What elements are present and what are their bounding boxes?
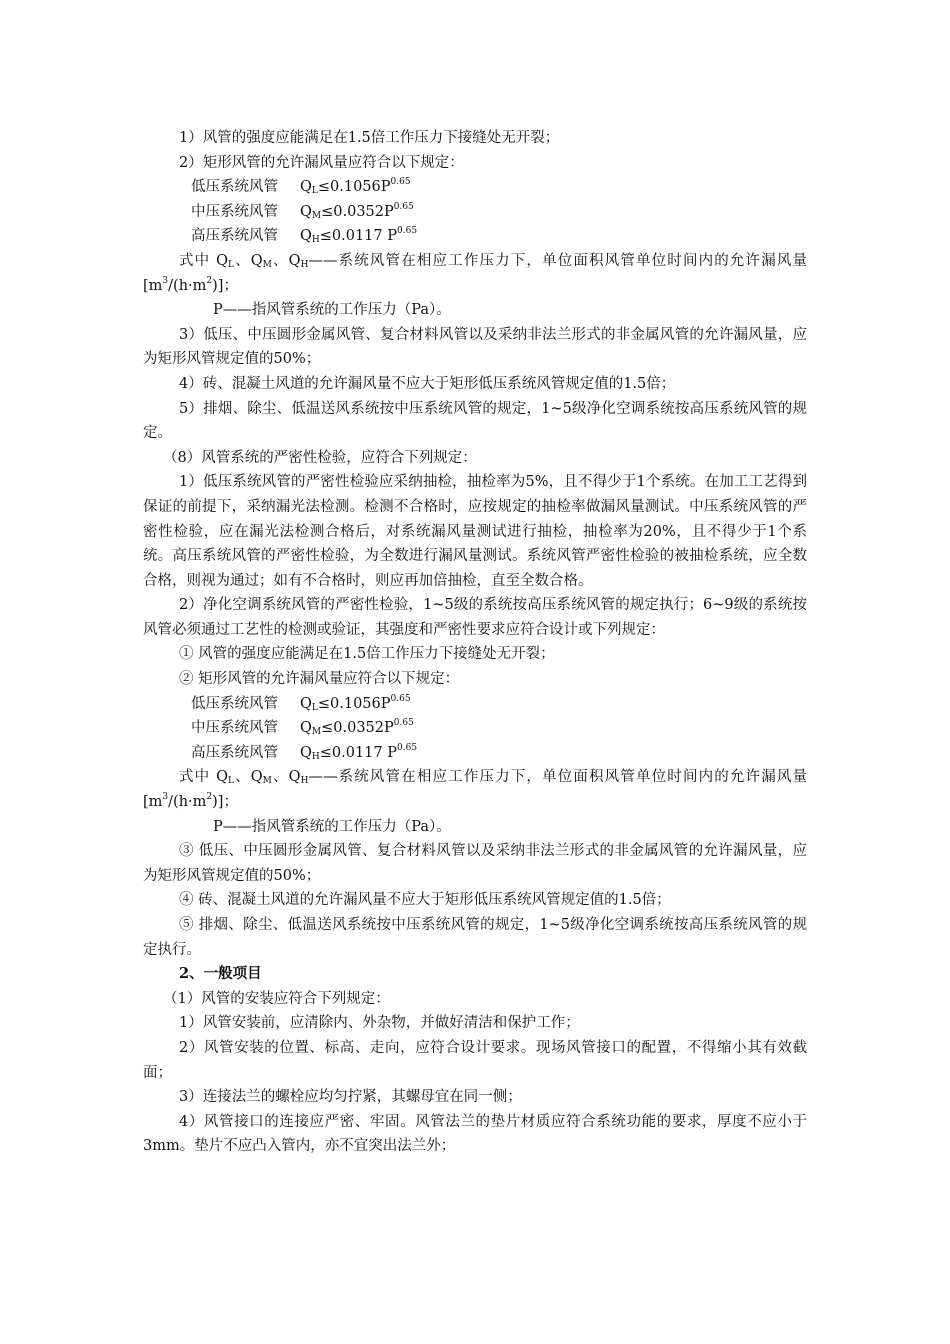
formula-low-pressure: 低压系统风管 $Q_L\le 0.1056P^{0.65}$: [191, 177, 411, 197]
paragraph: 2）风管安装的位置、标高、走向，应符合设计要求。现场风管接口的配置，不得缩小其有效截面；: [143, 1039, 807, 1081]
formula-high-pressure: 高压系统风管 $Q_H\le 0.0117$ $P^{0.65}$: [191, 742, 418, 762]
paragraph: 4）砖、混凝土风道的允许漏风量不应大于矩形低压系统风管规定值的1.5倍；: [179, 375, 676, 392]
paragraph: 1）风管的强度应能满足在1.5倍工作压力下接缝处无开裂；: [179, 130, 560, 146]
section-title: 2、一般项目: [179, 965, 262, 983]
formula-note: 式中 $Q_L$、$Q_M$、$Q_H——$系统风管在相应工作压力下，单位面积风管单位时间内的允许漏风量$[m^3/(h\cdot m^2)]$；: [143, 252, 808, 294]
section-heading: （8）风管系统的严密性检验，应符合下列规定：: [163, 449, 477, 466]
formula-low-pressure: 低压系统风管 $Q_L\le 0.1056P^{0.65}$: [191, 693, 411, 713]
paragraph: 2）净化空调系统风管的严密性检验，1~5级的系统按高压系统风管的规定执行；6~9级的系统按风管必须通过工艺性的检测或验证，其强度和严密性要求应符合设计或下列规定：: [143, 597, 807, 638]
paragraph: ① 风管的强度应能满足在1.5倍工作压力下接缝处无开裂；: [179, 646, 555, 663]
formula-note: 式中 $Q_L$、$Q_M$、$Q_H——$系统风管在相应工作压力下，单位面积风管单位时间内的允许漏风量$[m^3/(h\cdot m^2)]$；: [143, 769, 808, 811]
formula-mid-pressure: 中压系统风管 $Q_M\le 0.0352P^{0.65}$: [191, 201, 414, 221]
paragraph: 4）风管接口的连接应严密、牢固。风管法兰的垫片材质应符合系统功能的要求，厚度不应小于3mm。垫片不应凸入管内，亦不宜突出法兰外；: [143, 1113, 807, 1155]
paragraph: 1）低压系统风管的严密性检验应采纳抽检，抽检率为5%，且不得少于1个系统。在加工工艺得到保证的前提下，采纳漏光法检测。检测不合格时，应按规定的抽检率做漏风量测试。中压系统风管的严密性检验，应在漏光法检测合格后，对系统漏风量测试进行抽检，抽检率为20%，且不得少于1个系统。高压系统风管的严密性检验，为全数进行漏风量测试。系统风管严密性检验的被抽检系统，应全数合格，则视为通过；如有不合格时，则应再加倍抽检，直至全数合格。: [143, 474, 807, 589]
paragraph: 3）低压、中压圆形金属风管、复合材料风管以及采纳非法兰形式的非金属风管的允许漏风量，应为矩形风管规定值的50%；: [143, 326, 807, 368]
paragraph: ② 矩形风管的允许漏风量应符合以下规定：: [179, 671, 460, 688]
document-body: [143, 126, 807, 1159]
paragraph: ③ 低压、中压圆形金属风管、复合材料风管以及采纳非法兰形式的非金属风管的允许漏风量，应为矩形风管规定值的50%；: [143, 843, 807, 884]
formula-high-pressure: 高压系统风管 $Q_H\le 0.0117$ $P^{0.65}$: [191, 226, 418, 246]
paragraph: 5）排烟、除尘、低温送风系统按中压系统风管的规定，1~5级净化空调系统按高压系统风管的规定。: [143, 400, 807, 442]
paragraph: 2）矩形风管的允许漏风量应符合以下规定：: [179, 154, 464, 171]
pressure-definition: P——指风管系统的工作压力（Pa）。: [213, 818, 451, 835]
paragraph: ⑤ 排烟、除尘、低温送风系统按中压系统风管的规定，1~5级净化空调系统按高压系统风管的规定执行。: [143, 917, 807, 958]
paragraph: ④ 砖、混凝土风道的允许漏风量不应大于矩形低压系统风管规定值的1.5倍；: [179, 892, 671, 909]
section-heading: （1）风管的安装应符合下列规定：: [163, 990, 390, 1007]
paragraph: 3）连接法兰的螺栓应均匀拧紧，其螺母宜在同一侧；: [179, 1089, 522, 1106]
paragraph: 1）风管安装前，应清除内、外杂物，并做好清洁和保护工作；: [179, 1015, 580, 1032]
formula-mid-pressure: 中压系统风管 $Q_M\le 0.0352P^{0.65}$: [191, 718, 414, 738]
pressure-definition: P——指风管系统的工作压力（Pa）。: [213, 302, 451, 319]
